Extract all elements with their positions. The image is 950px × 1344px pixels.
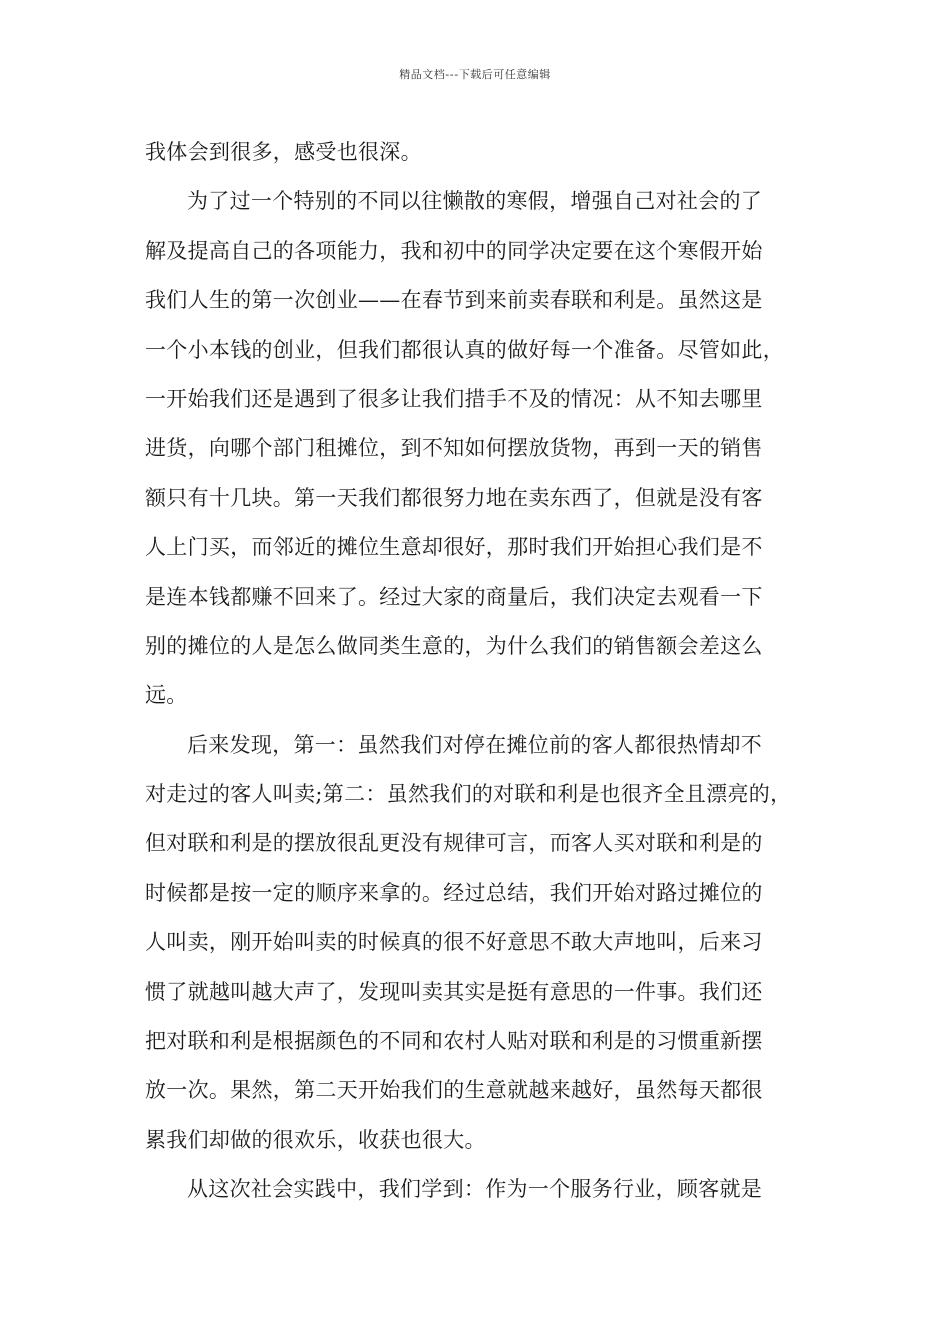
text-line: 我们人生的第一次创业——在春节到来前卖春联和利是。虽然这是 — [145, 288, 763, 313]
text-line: 把对联和利是根据颜色的不同和农村人贴对联和利是的习惯重新摆 — [145, 1029, 763, 1054]
text-line: 额只有十几块。第一天我们都很努力地在卖东西了，但就是没有客 — [145, 485, 763, 510]
body-text — [145, 128, 810, 1215]
text-line: 进货，向哪个部门租摊位，到不知如何摆放货物，再到一天的销售 — [145, 436, 763, 461]
text-line: 是连本钱都赚不回来了。经过大家的商量后，我们决定去观看一下 — [145, 584, 763, 609]
text-line: 一个小本钱的创业，但我们都很认真的做好每一个准备。尽管如此， — [145, 337, 784, 362]
text-line: 解及提高自己的各项能力，我和初中的同学决定要在这个寒假开始 — [145, 238, 763, 263]
text-line: 但对联和利是的摆放很乱更没有规律可言，而客人买对联和利是的 — [145, 831, 763, 856]
text-line: 累我们却做的很欢乐，收获也很大。 — [145, 1127, 486, 1152]
text-line: 对走过的客人叫卖;第二：虽然我们的对联和利是也很齐全且漂亮的， — [145, 782, 792, 807]
text-line: 别的摊位的人是怎么做同类生意的，为什么我们的销售额会差这么 — [145, 633, 763, 658]
text-line: 放一次。果然，第二天开始我们的生意就越来越好，虽然每天都很 — [145, 1078, 763, 1103]
paragraph-start-line: 为了过一个特别的不同以往懒散的寒假，增强自己对社会的了 — [187, 189, 763, 214]
text-line: 时候都是按一定的顺序来拿的。经过总结，我们开始对路过摊位的 — [145, 880, 763, 905]
text-line: 惯了就越叫越大声了，发现叫卖其实是挺有意思的一件事。我们还 — [145, 979, 763, 1004]
text-line: 人上门买，而邻近的摊位生意却很好，那时我们开始担心我们是不 — [145, 535, 763, 560]
paragraph-start-line: 后来发现，第一：虽然我们对停在摊位前的客人都很热情却不 — [187, 732, 763, 757]
text-line: 人叫卖，刚开始叫卖的时候真的很不好意思不敢大声地叫，后来习 — [145, 930, 763, 955]
page-header: 精品文档---下载后可任意编辑 — [399, 68, 551, 81]
paragraph-start-line: 从这次社会实践中，我们学到：作为一个服务行业，顾客就是 — [187, 1177, 763, 1202]
text-line: 我体会到很多，感受也很深。 — [145, 140, 422, 164]
text-line: 远。 — [145, 683, 188, 708]
text-line: 一开始我们还是遇到了很多让我们措手不及的情况：从不知去哪里 — [145, 386, 763, 411]
